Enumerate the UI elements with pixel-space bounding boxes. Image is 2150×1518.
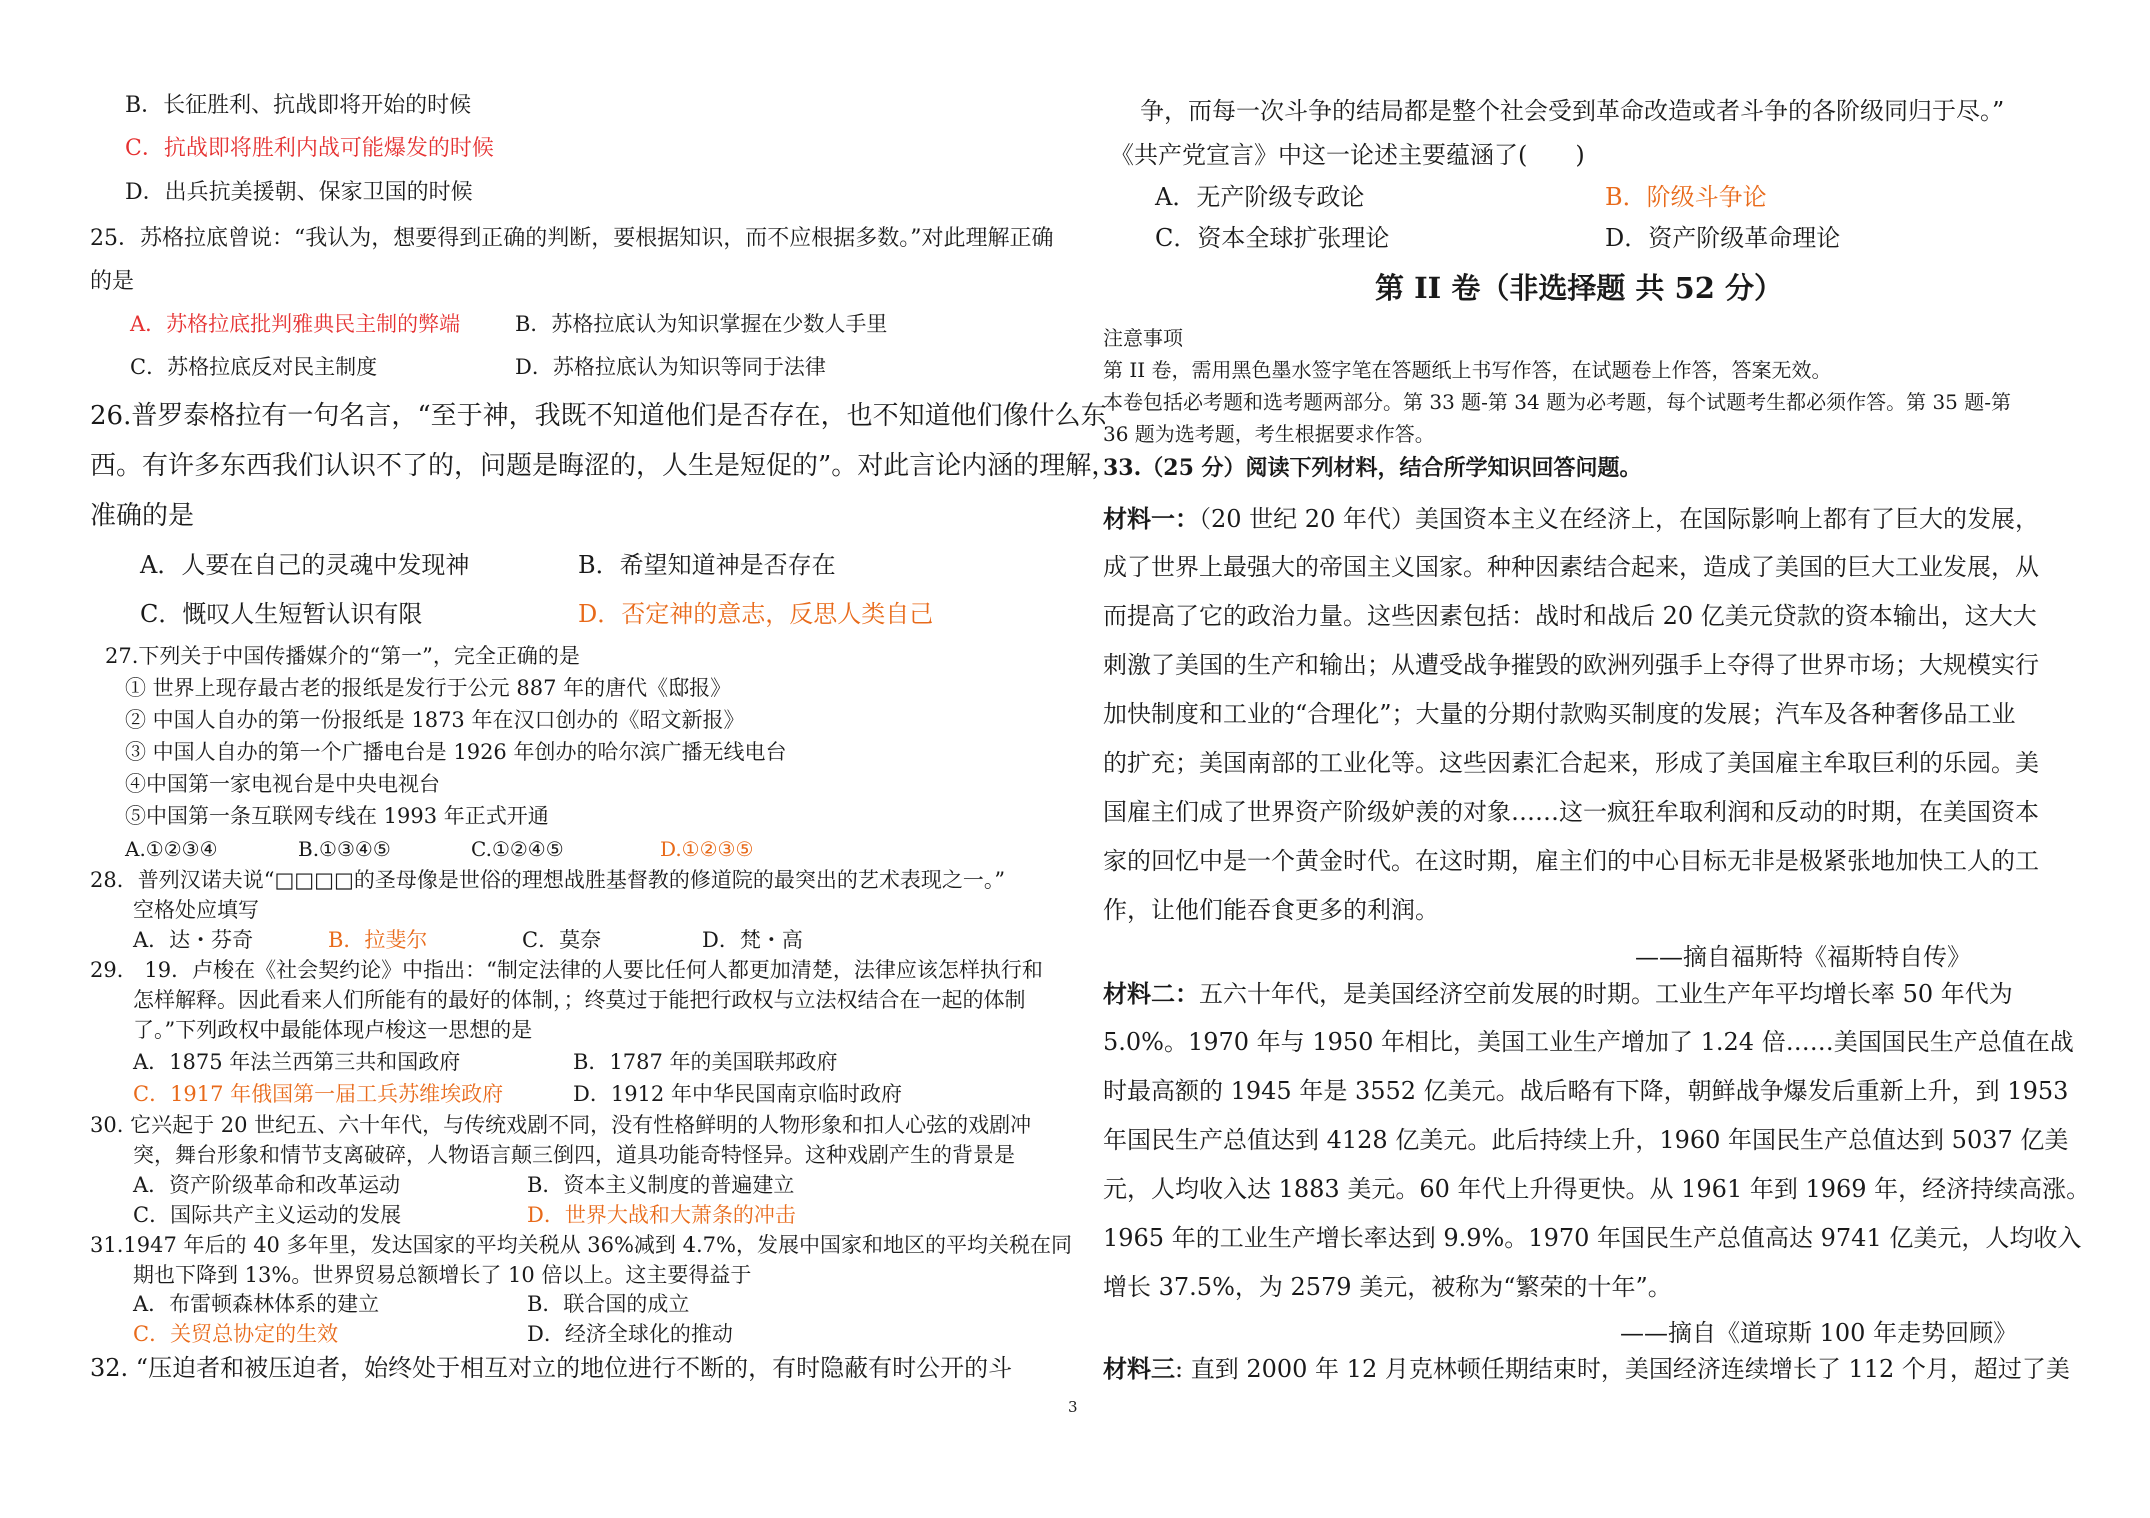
q29-stem-line1: 29． 19．卢梭在《社会契约论》中指出：“制定法律的人要比任何人都更加清楚，法律应该怎样执行和 bbox=[90, 958, 1043, 982]
q33-title: 33.（25 分）阅读下列材料，结合所学知识回答问题。 bbox=[1103, 455, 1642, 481]
q32-option-a: A．无产阶级专政论 bbox=[1155, 183, 1365, 211]
material-1-source: ——摘自福斯特《福斯特自传》 bbox=[1635, 943, 1971, 971]
q27-option-a: A.①②③④ bbox=[125, 837, 218, 861]
q32-stem-line2: 争，而每一次斗争的结局都是整个社会受到革命改造或者斗争的各阶级同归于尽。” bbox=[1140, 97, 2005, 125]
q27-stem: 27.下列关于中国传播媒介的“第一”，完全正确的是 bbox=[105, 644, 580, 668]
material-2-line5: 元，人均收入达 1883 美元。60 年代上升得更快。从 1961 年到 1969 年，经济持续高涨。 bbox=[1103, 1175, 2091, 1203]
q28-option-d: D．梵・高 bbox=[702, 928, 803, 952]
q31-option-b: B．联合国的成立 bbox=[527, 1292, 690, 1316]
q27-item-2: ② 中国人自办的第一份报纸是 1873 年在汉口创办的《昭文新报》 bbox=[125, 708, 745, 732]
material-2-line3: 时最高额的 1945 年是 3552 亿美元。战后略有下降，朝鲜战争爆发后重新上升，到 1953 bbox=[1103, 1077, 2069, 1105]
q29-option-c-answer: C．1917 年俄国第一届工兵苏维埃政府 bbox=[133, 1082, 504, 1106]
section-title: 第 II 卷（非选择题 共 52 分） bbox=[1375, 271, 1783, 305]
material-1-line7: 国雇主们成了世界资产阶级妒羡的对象……这一疯狂牟取利润和反动的时期，在美国资本 bbox=[1103, 798, 2039, 826]
q26-option-d-answer: D．否定神的意志，反思人类自己 bbox=[578, 600, 934, 628]
q26-option-a: A．人要在自己的灵魂中发现神 bbox=[140, 551, 470, 579]
q27-item-5: ⑤中国第一条互联网专线在 1993 年正式开通 bbox=[125, 804, 549, 828]
material-2-source: ——摘自《道琼斯 100 年走势回顾》 bbox=[1620, 1319, 2018, 1347]
q29-stem-line3: 了。”下列政权中最能体现卢梭这一思想的是 bbox=[133, 1018, 533, 1042]
q32-stem-line3: 《共产党宣言》中这一论述主要蕴涵了( ) bbox=[1110, 141, 1585, 169]
q26-stem-line3: 准确的是 bbox=[90, 501, 195, 531]
material-1-line3: 而提高了它的政治力量。这些因素包括：战时和战后 20 亿美元贷款的资本输出，这大大 bbox=[1103, 602, 2037, 630]
material-1-line6: 的扩充；美国南部的工业化等。这些因素汇合起来，形成了美国雇主牟取巨利的乐园。美 bbox=[1103, 749, 2039, 777]
q24-option-c-answer: C．抗战即将胜利内战可能爆发的时候 bbox=[125, 136, 494, 161]
material-2-line4: 年国民生产总值达到 4128 亿美元。此后持续上升，1960 年国民生产总值达到 5037 亿美 bbox=[1103, 1126, 2069, 1154]
q30-option-c: C．国际共产主义运动的发展 bbox=[133, 1203, 402, 1227]
q29-option-d: D．1912 年中华民国南京临时政府 bbox=[573, 1082, 902, 1106]
material-1-line1 bbox=[1103, 505, 2039, 534]
q25-option-b: B．苏格拉底认为知识掌握在少数人手里 bbox=[515, 312, 888, 336]
material-1-line4: 刺激了美国的生产和输出；从遭受战争摧毁的欧洲列强手上夺得了世界市场；大规模实行 bbox=[1103, 651, 2039, 679]
q32-option-c: C．资本全球扩张理论 bbox=[1155, 224, 1390, 252]
material-2-line2: 5.0%。1970 年与 1950 年相比，美国工业生产增加了 1.24 倍……美国国民生产总值在战 bbox=[1103, 1028, 2074, 1056]
q30-option-b: B．资本主义制度的普遍建立 bbox=[527, 1173, 795, 1197]
q27-item-3: ③ 中国人自办的第一个广播电台是 1926 年创办的哈尔滨广播无线电台 bbox=[125, 740, 787, 764]
q25-option-d: D．苏格拉底认为知识等同于法律 bbox=[515, 355, 826, 379]
material-1-text: （20 世纪 20 年代）美国资本主义在经济上，在国际影响上都有了巨大的发展， bbox=[1199, 505, 2039, 533]
q25-stem-line1: 25．苏格拉底曾说：“我认为，想要得到正确的判断，要根据知识，而不应根据多数。”对此理解正确 bbox=[90, 226, 1054, 251]
q26-option-b: B．希望知道神是否存在 bbox=[578, 551, 836, 579]
q31-option-c-answer: C．关贸总协定的生效 bbox=[133, 1322, 339, 1346]
q24-option-d: D．出兵抗美援朝、保家卫国的时候 bbox=[125, 180, 473, 205]
material-1-line5: 加快制度和工业的“合理化”；大量的分期付款购买制度的发展；汽车及各种奢侈品工业 bbox=[1103, 700, 2016, 728]
material-2-line7: 增长 37.5%，为 2579 美元，被称为“繁荣的十年”。 bbox=[1103, 1273, 1672, 1301]
q28-stem-line2: 空格处应填写 bbox=[133, 898, 259, 922]
material-3-label: 材料三 bbox=[1103, 1354, 1175, 1383]
q31-option-d: D．经济全球化的推动 bbox=[527, 1322, 733, 1346]
material-3-text: : 直到 2000 年 12 月克林顿任期结束时，美国经济连续增长了 112 个月，超过了美 bbox=[1175, 1355, 2070, 1383]
q25-option-c: C．苏格拉底反对民主制度 bbox=[130, 355, 378, 379]
q28-option-c: C．莫奈 bbox=[522, 928, 602, 952]
q27-option-c: C.①②④⑤ bbox=[471, 837, 564, 861]
q30-option-d-answer: D．世界大战和大萧条的冲击 bbox=[527, 1203, 796, 1227]
q26-stem-line2: 西。有许多东西我们认识不了的，问题是晦涩的，人生是短促的”。对此言论内涵的理解， bbox=[90, 451, 1118, 481]
q32-option-d: D．资产阶级革命理论 bbox=[1605, 224, 1841, 252]
notice-line2: 本卷包括必考题和选考题两部分。第 33 题-第 34 题为必考题，每个试题考生都必须作答。第 35 题-第 bbox=[1103, 390, 2012, 414]
page-number: 3 bbox=[1068, 1398, 1078, 1416]
q31-stem-line2: 期也下降到 13%。世界贸易总额增长了 10 倍以上。这主要得益于 bbox=[133, 1263, 752, 1287]
q27-item-4: ④中国第一家电视台是中央电视台 bbox=[125, 772, 440, 796]
q30-stem-line1: 30. 它兴起于 20 世纪五、六十年代，与传统戏剧不同，没有性格鲜明的人物形象和扣人心弦的戏剧冲 bbox=[90, 1113, 1032, 1137]
material-2-text: 五六十年代，是美国经济空前发展的时期。工业生产年平均增长率 50 年代为 bbox=[1199, 980, 2013, 1008]
q27-option-b: B.①③④⑤ bbox=[298, 837, 391, 861]
notice-title: 注意事项 bbox=[1103, 326, 1183, 350]
material-1-label: 材料一： bbox=[1103, 504, 1199, 533]
material-2-line1 bbox=[1103, 980, 2013, 1009]
q29-option-a: A．1875 年法兰西第三共和国政府 bbox=[133, 1050, 461, 1074]
q25-option-a-answer: A．苏格拉底批判雅典民主制的弊端 bbox=[130, 312, 461, 336]
q29-option-b: B．1787 年的美国联邦政府 bbox=[573, 1050, 838, 1074]
material-3-line1 bbox=[1103, 1355, 2070, 1384]
material-1-line2: 成了世界上最强大的帝国主义国家。种种因素结合起来，造成了美国的巨大工业发展，从 bbox=[1103, 553, 2039, 581]
q28-option-b-answer: B．拉斐尔 bbox=[328, 928, 428, 952]
q32-stem-line1: 32. “压迫者和被压迫者，始终处于相互对立的地位进行不断的，有时隐蔽有时公开的斗 bbox=[90, 1354, 1013, 1382]
q28-stem-line1: 28．普列汉诺夫说“□□□□的圣母像是世俗的理想战胜基督教的修道院的最突出的艺术表现之一。” bbox=[90, 868, 1006, 892]
q30-option-a: A．资产阶级革命和改革运动 bbox=[133, 1173, 401, 1197]
q26-stem-line1: 26.普罗泰格拉有一句名言，“至于神，我既不知道他们是否存在，也不知道他们像什么东 bbox=[90, 401, 1107, 431]
q30-stem-line2: 突，舞台形象和情节支离破碎，人物语言颠三倒四，道具功能奇特怪异。这种戏剧产生的背景是 bbox=[133, 1143, 1015, 1167]
notice-line3: 36 题为选考题，考生根据要求作答。 bbox=[1103, 422, 1435, 446]
material-1-line8: 家的回忆中是一个黄金时代。在这时期，雇主们的中心目标无非是极紧张地加快工人的工 bbox=[1103, 847, 2039, 875]
q27-option-d-answer: D.①②③⑤ bbox=[660, 837, 754, 861]
notice-line1: 第 II 卷，需用黑色墨水签字笔在答题纸上书写作答，在试题卷上作答，答案无效。 bbox=[1103, 358, 1832, 382]
q31-option-a: A．布雷顿森林体系的建立 bbox=[133, 1292, 380, 1316]
material-2-line6: 1965 年的工业生产增长率达到 9.9%。1970 年国民生产总值高达 9741 亿美元，人均收入 bbox=[1103, 1224, 2082, 1252]
q29-stem-line2: 怎样解释。因此看来人们所能有的最好的体制，；终莫过于能把行政权与立法权结合在一起的体制 bbox=[133, 988, 1026, 1012]
q27-item-1: ① 世界上现存最古老的报纸是发行于公元 887 年的唐代《邸报》 bbox=[125, 676, 732, 700]
q24-option-b: B．长征胜利、抗战即将开始的时候 bbox=[125, 93, 472, 118]
q26-option-c: C．慨叹人生短暂认识有限 bbox=[140, 600, 423, 628]
q28-option-a: A．达・芬奇 bbox=[133, 928, 254, 952]
material-2-label: 材料二： bbox=[1103, 979, 1199, 1008]
material-1-line9: 作，让他们能吞食更多的利润。 bbox=[1103, 896, 1439, 924]
q25-stem-line2: 的是 bbox=[90, 269, 135, 294]
q32-option-b-answer: B．阶级斗争论 bbox=[1605, 183, 1767, 211]
q31-stem-line1: 31.1947 年后的 40 多年里，发达国家的平均关税从 36%减到 4.7%，发展中国家和地区的平均关税在同 bbox=[90, 1233, 1072, 1257]
